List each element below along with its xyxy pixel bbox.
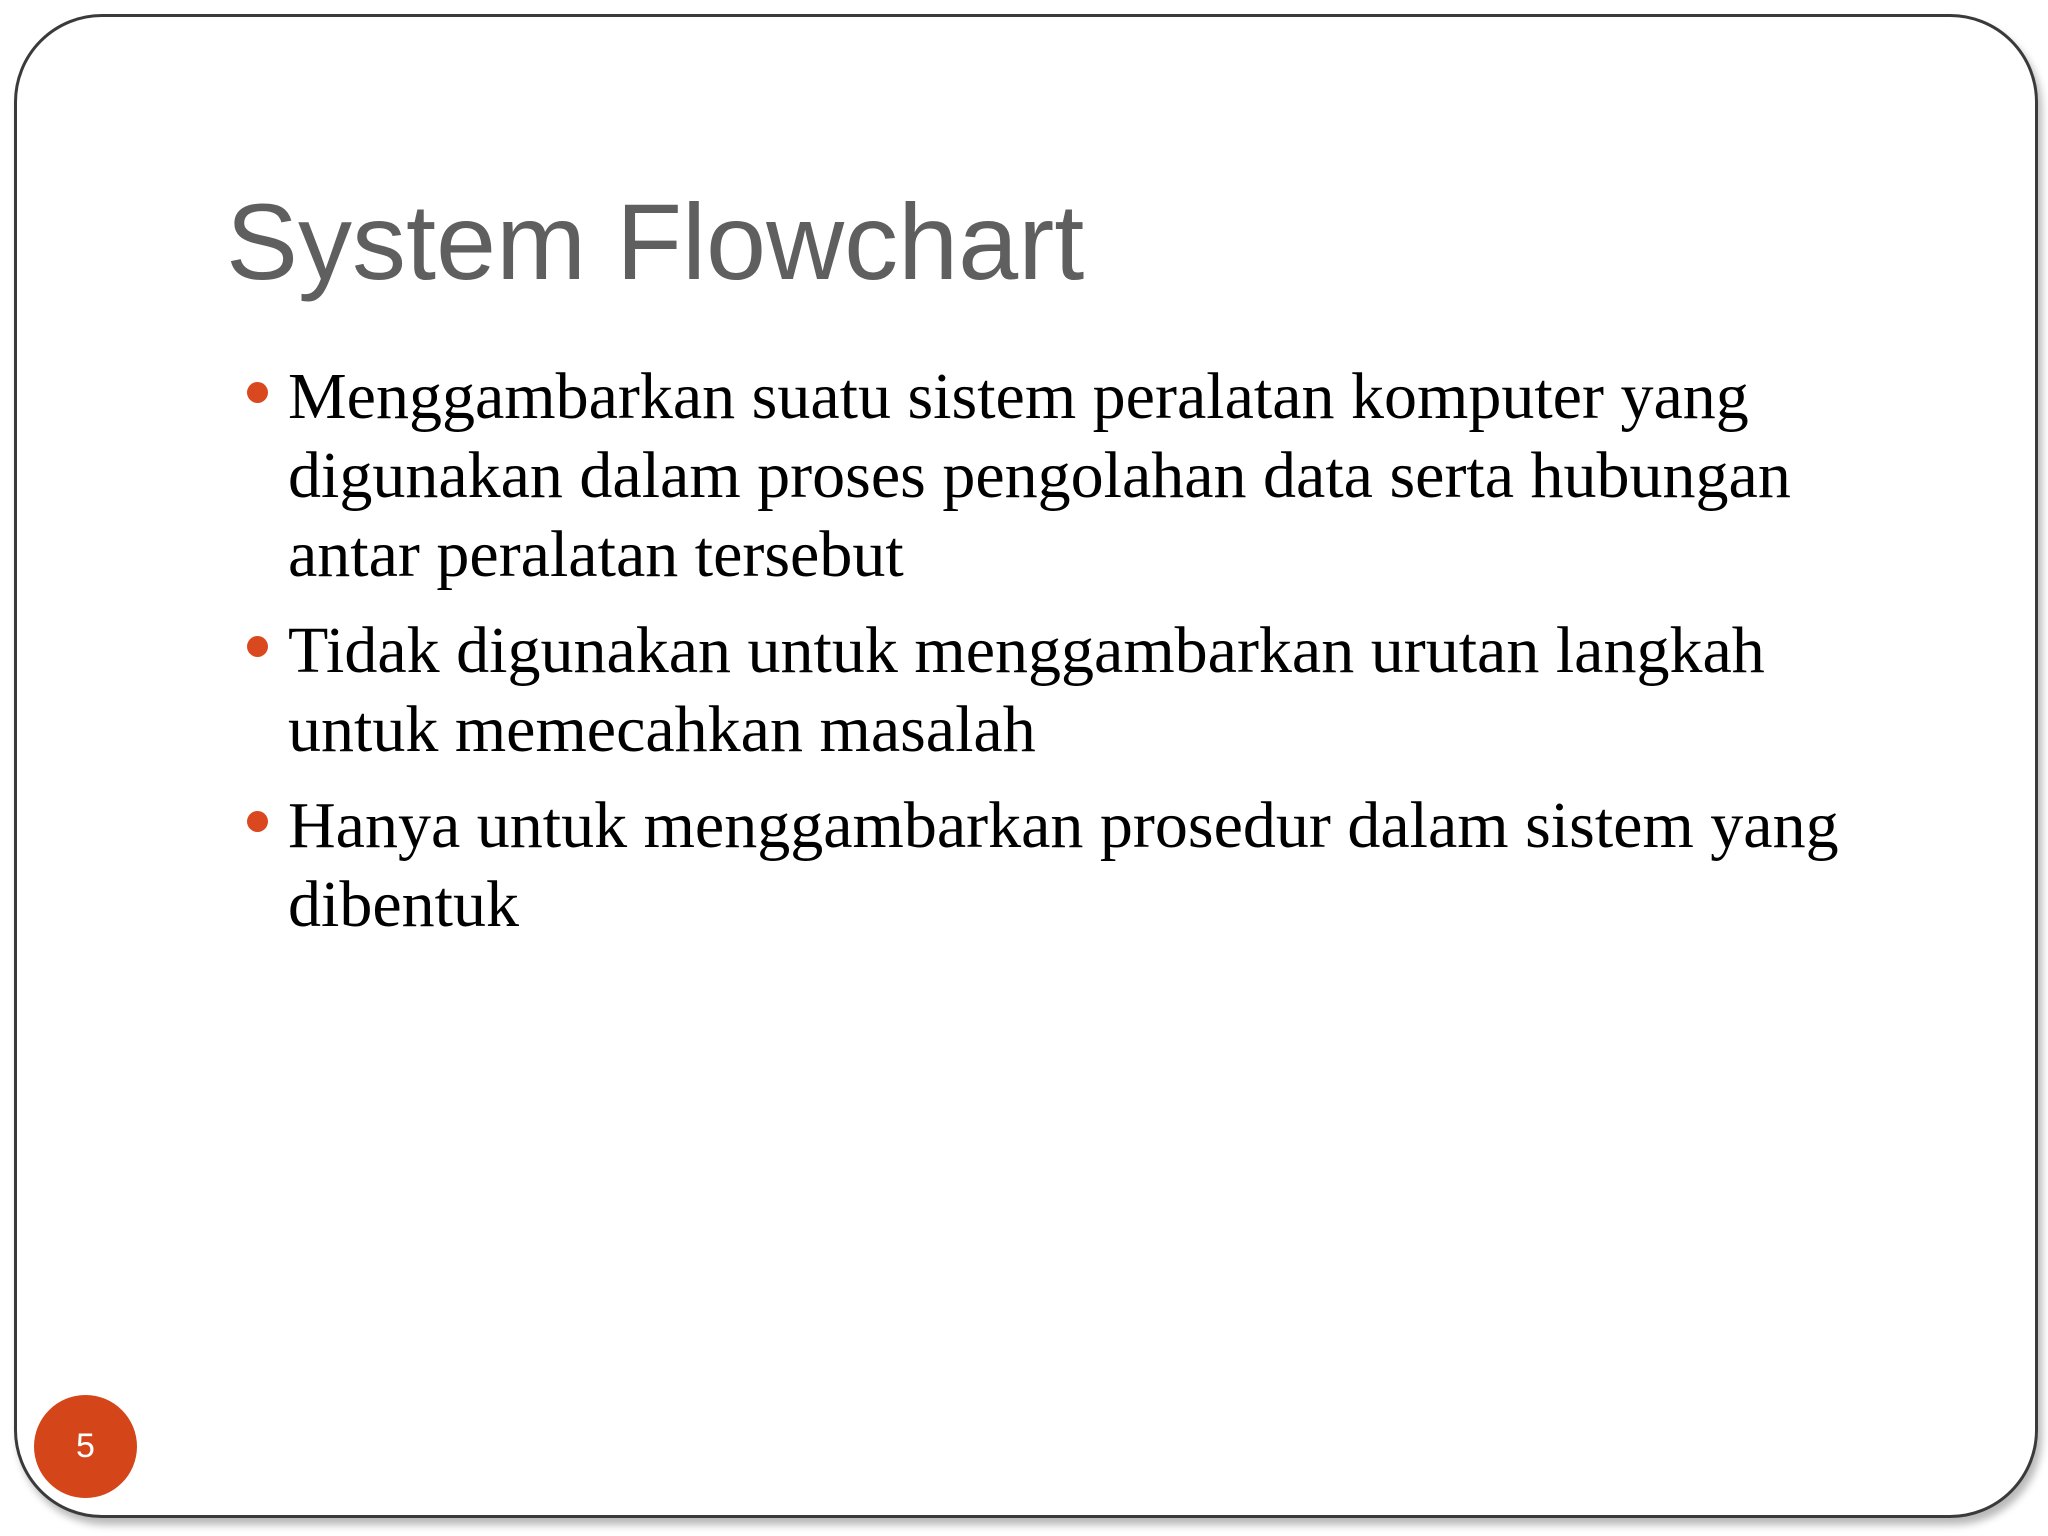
bullet-dot-icon bbox=[247, 811, 268, 832]
page-number-badge bbox=[34, 1395, 137, 1498]
page-number: 5 bbox=[76, 1427, 95, 1465]
bullet-item bbox=[226, 786, 1876, 944]
bullet-dot-icon bbox=[247, 636, 268, 657]
bullet-list bbox=[226, 357, 1876, 961]
bullet-text: Tidak digunakan untuk menggambarkan urutan langkah untuk memecahkan masalah bbox=[288, 614, 1765, 766]
bullet-text: Hanya untuk menggambarkan prosedur dalam sistem yang dibentuk bbox=[288, 789, 1839, 941]
bullet-text: Menggambarkan suatu sistem peralatan komputer yang digunakan dalam proses pengolahan data serta hubungan antar peralatan tersebut bbox=[288, 360, 1791, 591]
slide-title: System Flowchart bbox=[226, 181, 1085, 302]
bullet-item bbox=[226, 611, 1876, 769]
bullet-item bbox=[226, 357, 1876, 594]
slide bbox=[14, 14, 2038, 1518]
bullet-dot-icon bbox=[247, 382, 268, 403]
